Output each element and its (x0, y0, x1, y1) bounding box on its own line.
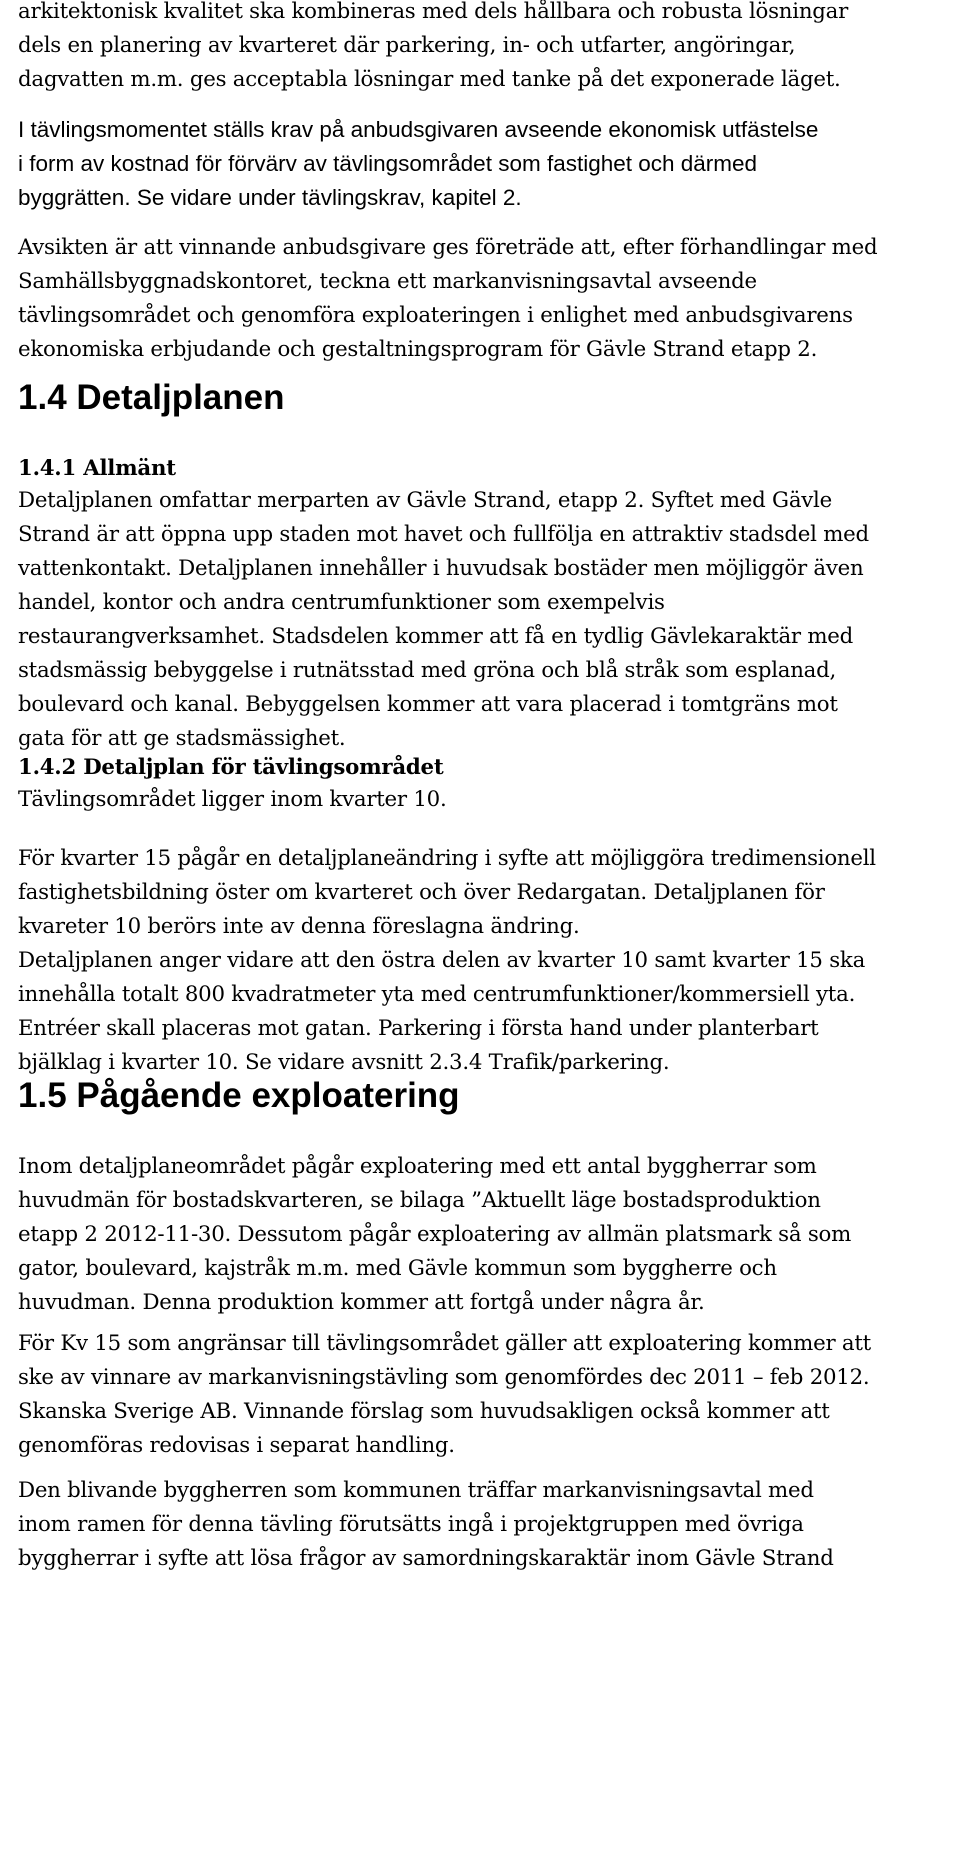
text-line: inom ramen för denna tävling förutsätts ingå i projektgruppen med övriga (18, 1512, 804, 1537)
text-line: Skanska Sverige AB. Vinnande förslag som huvudsakligen också kommer att (18, 1399, 830, 1424)
heading-detaljplan-tavlingsomradet: 1.4.2 Detaljplan för tävlingsområdet (18, 755, 444, 780)
paragraph-intro (18, 0, 958, 97)
text-line: Detaljplanen anger vidare att den östra delen av kvarter 10 samt kvarter 15 ska (18, 948, 866, 973)
text-line: Avsikten är att vinnande anbudsgivare ges företräde att, efter förhandlingar med (18, 235, 878, 260)
text-line: Strand är att öppna upp staden mot havet och fullfölja en attraktiv stadsdel med (18, 522, 869, 547)
text-line: genomföras redovisas i separat handling. (18, 1433, 455, 1458)
text-line: Detaljplanen omfattar merparten av Gävle Strand, etapp 2. Syftet med Gävle (18, 488, 832, 513)
text-line: etapp 2 2012-11-30. Dessutom pågår exploatering av allmän platsmark så som (18, 1222, 852, 1247)
heading-pagaende-exploatering: 1.5 Pågående exploatering (18, 1076, 460, 1115)
text-line: byggrätten. Se vidare under tävlingskrav, kapitel 2. (18, 185, 522, 210)
text-line: För Kv 15 som angränsar till tävlingsområdet gäller att exploatering kommer att (18, 1331, 871, 1356)
text-line: innehålla totalt 800 kvadratmeter yta med centrumfunktioner/kommersiell yta. (18, 982, 856, 1007)
heading-detaljplanen: 1.4 Detaljplanen (18, 378, 285, 417)
paragraph-kv-15 (18, 1327, 958, 1463)
text-line: kvareter 10 berörs inte av denna föreslagna ändring. (18, 914, 580, 939)
text-line: boulevard och kanal. Bebyggelsen kommer att vara placerad i tomtgräns mot (18, 692, 838, 717)
text-line: bjälklag i kvarter 10. Se vidare avsnitt 2.3.4 Trafik/parkering. (18, 1050, 670, 1075)
text-line: arkitektonisk kvalitet ska kombineras med dels hållbara och robusta lösningar (18, 0, 849, 24)
paragraph-allmant (18, 484, 958, 756)
text-line: fastighetsbildning öster om kvarteret och över Redargatan. Detaljplanen för (18, 880, 825, 905)
text-line: tävlingsområdet och genomföra exploateringen i enlighet med anbudsgivarens (18, 303, 853, 328)
paragraph-inom-detaljplaneomradet (18, 1150, 958, 1320)
text-line: Tävlingsområdet ligger inom kvarter 10. (18, 787, 447, 812)
text-line: restaurangverksamhet. Stadsdelen kommer att få en tydlig Gävlekaraktär med (18, 624, 854, 649)
text-line: Inom detaljplaneområdet pågår exploatering med ett antal byggherrar som (18, 1154, 817, 1179)
text-line: byggherrar i syfte att lösa frågor av samordningskaraktär inom Gävle Strand (18, 1546, 834, 1571)
text-line: Samhällsbyggnadskontoret, teckna ett markanvisningsavtal avseende (18, 269, 757, 294)
text-line: vattenkontakt. Detaljplanen innehåller i huvudsak bostäder men möjliggör även (18, 556, 864, 581)
text-line: I tävlingsmomentet ställs krav på anbudsgivaren avseende ekonomisk utfästelse (18, 117, 819, 142)
text-line: handel, kontor och andra centrumfunktioner som exempelvis (18, 590, 665, 615)
text-line: Den blivande byggherren som kommunen träffar markanvisningsavtal med (18, 1478, 814, 1503)
text-line: gata för att ge stadsmässighet. (18, 726, 346, 751)
paragraph-tavlingsmoment (18, 113, 958, 215)
text-line: ekonomiska erbjudande och gestaltningsprogram för Gävle Strand etapp 2. (18, 337, 818, 362)
heading-allmant: 1.4.1 Allmänt (18, 456, 176, 481)
text-line: För kvarter 15 pågår en detaljplaneändring i syfte att möjliggöra tredimensionell (18, 846, 876, 871)
paragraph-avsikten (18, 231, 958, 367)
text-line: i form av kostnad för förvärv av tävlingsområdet som fastighet och därmed (18, 151, 758, 176)
text-line: huvudman. Denna produktion kommer att fortgå under några år. (18, 1290, 705, 1315)
paragraph-kvarter-15 (18, 842, 958, 1080)
text-line: Entréer skall placeras mot gatan. Parkering i första hand under planterbart (18, 1016, 819, 1041)
text-line: dels en planering av kvarteret där parkering, in- och utfarter, angöringar, (18, 33, 796, 58)
paragraph-kvarter-10 (18, 783, 958, 817)
text-line: gator, boulevard, kajstråk m.m. med Gävle kommun som byggherre och (18, 1256, 777, 1281)
text-line: stadsmässig bebyggelse i rutnätsstad med gröna och blå stråk som esplanad, (18, 658, 837, 683)
text-line: huvudmän för bostadskvarteren, se bilaga ”Aktuellt läge bostadsproduktion (18, 1188, 821, 1213)
text-line: ske av vinnare av markanvisningstävling som genomfördes dec 2011 – feb 2012. (18, 1365, 870, 1390)
text-line: dagvatten m.m. ges acceptabla lösningar med tanke på det exponerade läget. (18, 67, 841, 92)
paragraph-blivande-byggherren (18, 1474, 958, 1576)
